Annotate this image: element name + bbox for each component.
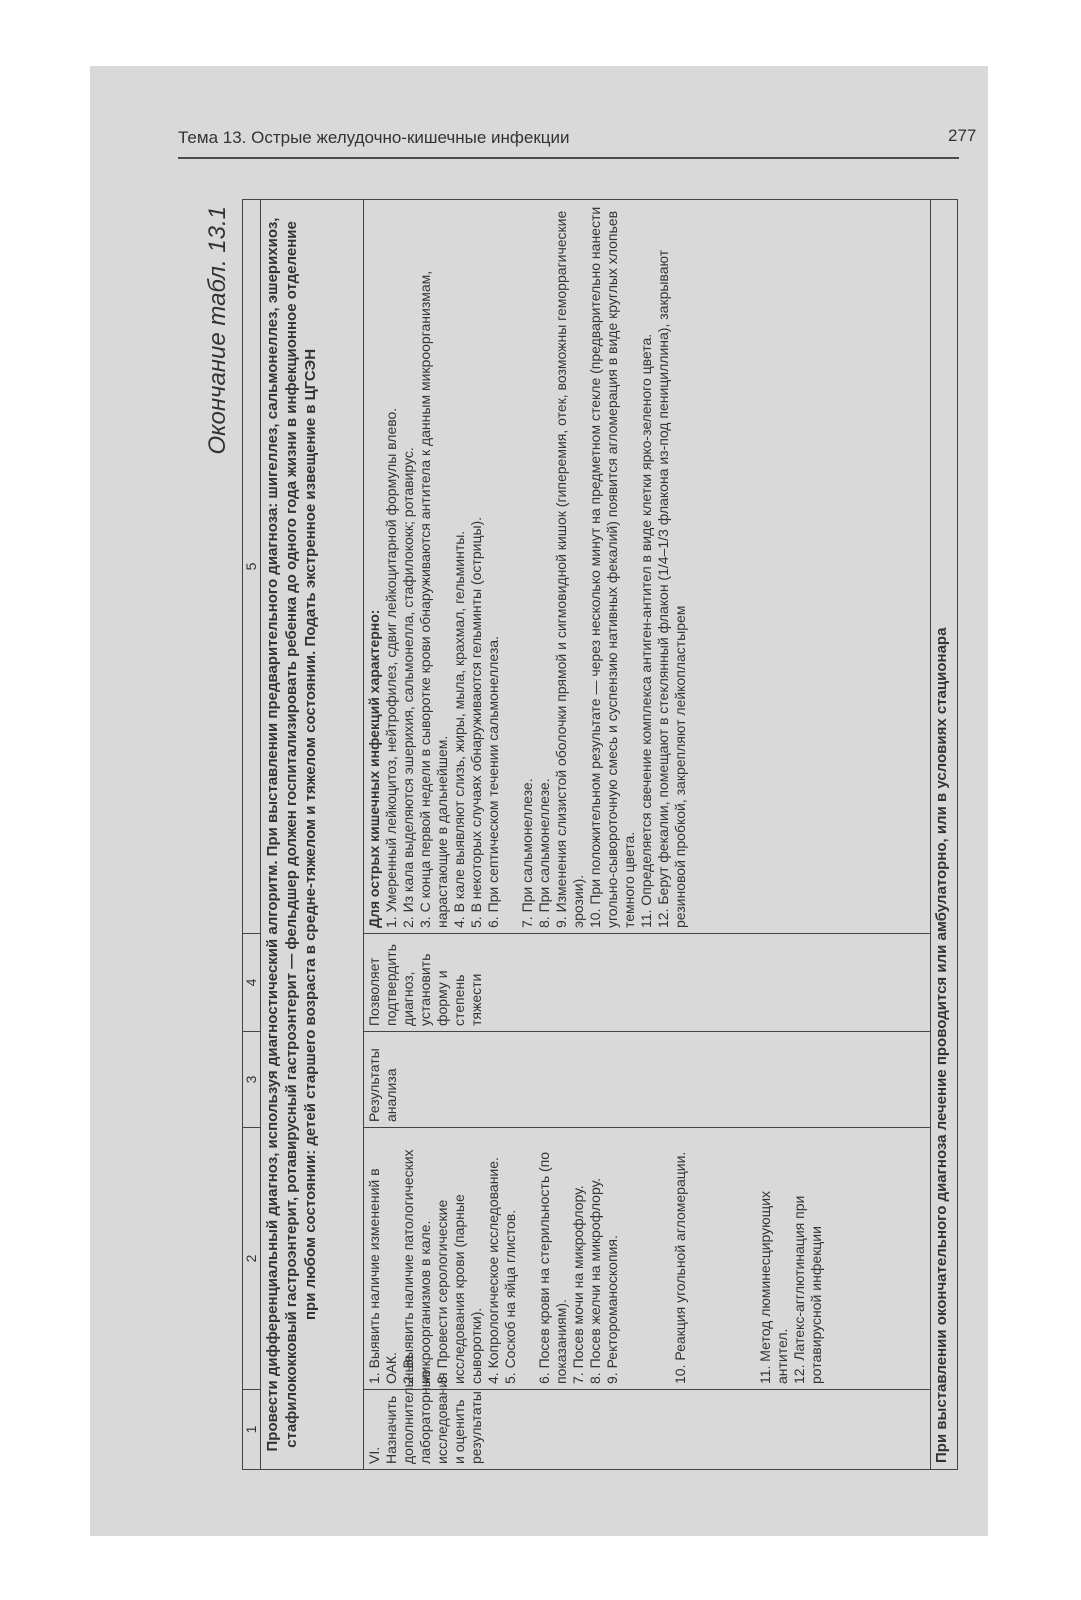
findings-list — [383, 205, 689, 928]
list-item: 5. В некоторых случаях обнаруживаются гельминты (острицы). — [468, 516, 484, 928]
intro-row — [261, 200, 364, 1470]
stage-cell: VI. Назначить дополнительные лабораторные исследования и оценить результаты — [364, 1390, 931, 1470]
header-divider — [178, 157, 959, 159]
column-number-row — [243, 200, 261, 1470]
list-item: 7. При сальмонеллезе. — [519, 778, 535, 928]
spacer — [502, 205, 519, 928]
result-cell: Результаты анализа — [364, 1032, 931, 1128]
list-item: 5. Соскоб на яйца глистов. — [502, 1209, 518, 1384]
list-item: 12. Берут фекалии, помещают в стеклянный флакон (1/4–1/3 флакона из-под пенициллина), закрывают резиновой пробкой, закрепляют лейкопластырем — [655, 249, 688, 928]
list-item: 9. Ректороманоскопия. — [604, 1235, 620, 1384]
list-item: 4. В кале выявляют слизь, жиры, мыла, крахмал, гельминты. — [451, 530, 467, 928]
spacer — [519, 1133, 536, 1384]
list-item: 9. Изменения слизистой оболочки прямой и сигмовидной кишок (гиперемия, отек, возможны геморрагические эрозии). — [553, 210, 586, 928]
actions-list — [366, 1133, 825, 1384]
table-row — [364, 200, 931, 1470]
list-item: 3. С конца первой недели в сыворотке крови обнаруживаются антитела к данным микроорганизмам, нарастающие в дальнейшем. — [417, 270, 450, 928]
findings-title: Для острых кишечных инфекций характерно: — [366, 609, 382, 928]
purpose-cell: Позволяет подтвердить диагноз, установить форму и степень тяжести — [364, 934, 931, 1032]
table-caption: Окончание табл. 13.1 — [204, 206, 231, 455]
list-item: 11. Метод люминесцирующих антител. — [757, 1190, 790, 1384]
running-header-title: Тема 13. Острые желудочно-кишечные инфекции — [178, 128, 570, 147]
list-item: 2. Из кала выделяются эшерихия, сальмонелла, стафилококк; ротавирус. — [400, 447, 416, 928]
diagnostic-table — [242, 199, 958, 1470]
column-number: 4 — [243, 934, 261, 1032]
intro-text: Провести дифференциальный диагноз, используя диагностический алгоритм. При выставлении предварительного диагноза: шигеллез, сальмонеллез, эшерихиоз, стафилококковый гастроэнтерит, ротавирусный гастроэнтерит — фельдшер должен госпитализировать ребенка до одного года жизни в инфекционное отделение при любом состоянии: детей старшего возраста в средне-тяжелом и тяжелом состоянии. Подать экстренное извещение в ЦГСЭН — [261, 200, 364, 1470]
list-item: 11. Определяется свечение комплекса антиген-антител в виде клетки ярко-зеленого цвета. — [638, 333, 654, 928]
list-item: 10. Реакция угольной агломерации. — [672, 1151, 688, 1384]
list-item: 3. Провести серологические исследования крови (парные сыворотки). — [434, 1194, 484, 1384]
list-item: 12. Латекс-агглютинация при ротавирусной инфекции — [791, 1195, 824, 1384]
list-item: 4. Копрологическое исследование. — [485, 1157, 501, 1384]
footer-text: При выставлении окончательного диагноза лечение проводится или амбулаторно, или в условиях стационара — [931, 200, 958, 1470]
list-item: 7. Посев мочи на микрофлору. — [570, 1185, 586, 1384]
rotated-table-frame — [200, 200, 960, 1470]
column-number: 1 — [243, 1390, 261, 1470]
column-number: 3 — [243, 1032, 261, 1128]
column-number: 2 — [243, 1128, 261, 1390]
list-item: 6. Посев крови на стерильность (по показаниям). — [536, 1151, 569, 1384]
list-item: 1. Выявить наличие изменений в ОАК. — [366, 1168, 399, 1384]
list-item: 6. При септическом течении сальмонеллеза. — [485, 636, 501, 928]
page-number: 277 — [948, 126, 977, 145]
footer-row — [931, 200, 958, 1470]
column-number: 5 — [243, 200, 261, 934]
spacer — [621, 1133, 672, 1384]
list-item: 2. Выявить наличие патологических микроорганизмов в кале. — [400, 1149, 433, 1384]
spacer — [689, 1133, 757, 1384]
list-item: 10. При положительном результате — через несколько минут на предметном стекле (предварительно нанести угольно-сывороточную смесь и суспензию нативных фекалий) появится агломерация в виде круглых хлопьев темного цвета. — [587, 206, 637, 928]
actions-cell — [364, 1128, 931, 1390]
list-item: 1. Умеренный лейкоцитоз, нейтрофилез, сдвиг лейкоцитарной формулы влево. — [383, 407, 399, 928]
findings-cell — [364, 200, 931, 934]
list-item: 8. Посев желчи на микрофлору. — [587, 1177, 603, 1384]
list-item: 8. При сальмонеллезе. — [536, 778, 552, 928]
